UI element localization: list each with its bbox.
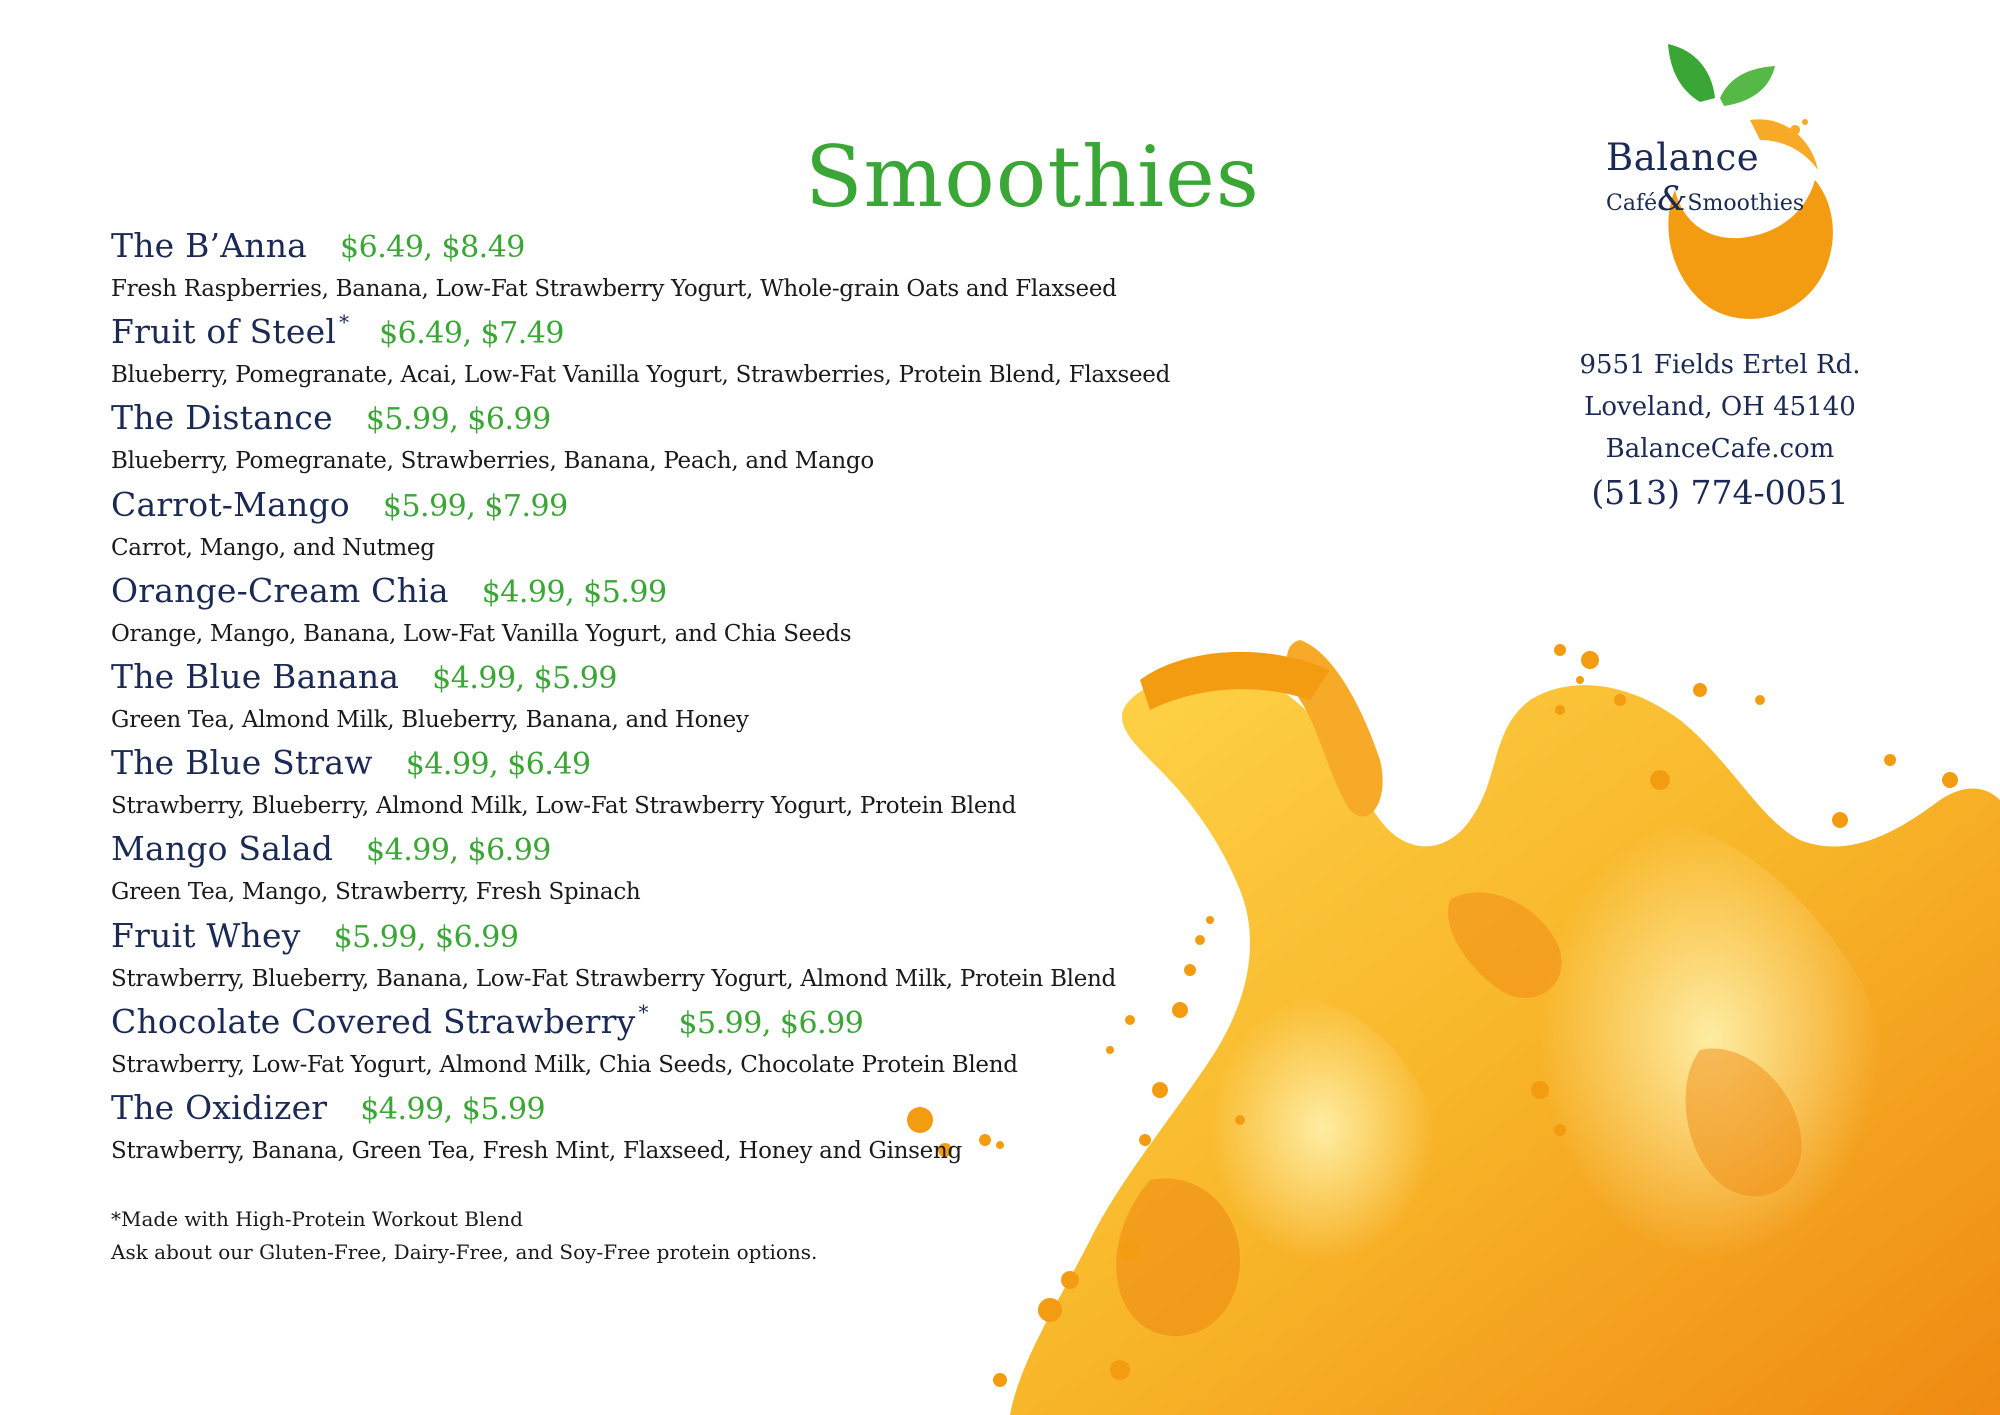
menu-item	[111, 657, 1311, 743]
menu-item-name: Carrot-Mango	[111, 484, 350, 524]
footnote-options: Ask about our Gluten-Free, Dairy-Free, and Soy-Free protein options.	[111, 1240, 818, 1264]
menu-item-price: $5.99, $6.99	[678, 1005, 864, 1041]
menu-item	[111, 485, 1311, 571]
menu-item-name: The Oxidizer	[111, 1087, 328, 1127]
phone-number[interactable]: (513) 774-0051	[1591, 473, 1849, 512]
footnote	[111, 1203, 817, 1269]
menu-item-name: The Blue Straw	[111, 743, 373, 783]
menu-item	[111, 226, 1311, 312]
menu-item-name: The Distance	[111, 398, 333, 438]
menu-item-price: $5.99, $6.99	[333, 919, 519, 955]
brand-wordmark	[1606, 136, 1804, 219]
menu-item-price: $4.99, $5.99	[360, 1091, 546, 1127]
address-city: Loveland, OH 45140	[1584, 392, 1856, 422]
address-street: 9551 Fields Ertel Rd.	[1579, 350, 1861, 380]
menu-item-name: Mango Salad	[111, 829, 334, 869]
menu-item	[111, 999, 1311, 1088]
menu-item-description: Strawberry, Low-Fat Yogurt, Almond Milk, Chia Seeds, Chocolate Protein Blend	[111, 1051, 1018, 1078]
menu-item-description: Green Tea, Mango, Strawberry, Fresh Spinach	[111, 879, 641, 906]
menu-item-description: Strawberry, Blueberry, Banana, Low-Fat Strawberry Yogurt, Almond Milk, Protein Blend	[111, 965, 1116, 992]
menu-item-name: The B’Anna	[111, 226, 308, 265]
page-title: Smoothies	[805, 128, 1260, 226]
menu-item-price: $4.99, $5.99	[432, 660, 617, 696]
menu-item-description: Green Tea, Almond Milk, Blueberry, Banana, and Honey	[111, 706, 749, 733]
menu-item	[111, 829, 1311, 915]
menu-item-description: Strawberry, Blueberry, Almond Milk, Low-Fat Strawberry Yogurt, Protein Blend	[111, 793, 1017, 820]
menu-item-description: Blueberry, Pomegranate, Acai, Low-Fat Vanilla Yogurt, Strawberries, Protein Blend, Flaxseed	[111, 362, 1171, 389]
menu-item-price: $4.99, $5.99	[481, 574, 667, 610]
footnote-protein-blend: *Made with High-Protein Workout Blend	[111, 1207, 523, 1231]
brand-name: Balance	[1606, 136, 1760, 179]
website-link[interactable]: BalanceCafe.com	[1605, 434, 1835, 464]
menu-item-description: Fresh Raspberries, Banana, Low-Fat Strawberry Yogurt, Whole-grain Oats and Flaxseed	[111, 276, 1117, 302]
menu-item-description: Blueberry, Pomegranate, Strawberries, Banana, Peach, and Mango	[111, 448, 874, 475]
menu-item	[111, 571, 1311, 657]
menu-item-asterisk: *	[339, 310, 350, 335]
menu-item-name: Orange-Cream Chia	[111, 570, 449, 610]
brand-cafe: Café	[1606, 191, 1658, 216]
menu-item	[111, 312, 1311, 398]
menu-item-price: $6.49, $8.49	[340, 230, 525, 265]
menu-item-price: $4.99, $6.99	[366, 833, 551, 869]
smoothie-menu-list	[111, 226, 1311, 1174]
menu-item-price: $5.99, $6.99	[365, 402, 551, 438]
menu-item-price: $5.99, $7.99	[382, 488, 568, 524]
menu-item-description: Carrot, Mango, and Nutmeg	[111, 534, 435, 561]
menu-item	[111, 398, 1311, 484]
menu-item-asterisk: *	[638, 999, 649, 1024]
brand-smoothies: Smoothies	[1687, 191, 1805, 216]
menu-item-description: Strawberry, Banana, Green Tea, Fresh Mint, Flaxseed, Honey and Ginseng	[111, 1137, 962, 1164]
menu-item-name: Fruit of Steel	[111, 312, 337, 352]
menu-item-name: Fruit Whey	[111, 915, 301, 955]
menu-item	[111, 1088, 1311, 1174]
menu-item	[111, 743, 1311, 829]
brand-ampersand: &	[1657, 179, 1688, 219]
menu-item-price: $6.49, $7.49	[379, 316, 564, 352]
menu-item-name: Chocolate Covered Strawberry	[111, 1001, 636, 1041]
contact-info	[1560, 344, 1880, 516]
menu-item-price: $4.99, $6.49	[405, 747, 591, 783]
menu-item-description: Orange, Mango, Banana, Low-Fat Vanilla Yogurt, and Chia Seeds	[111, 620, 852, 647]
menu-item-name: The Blue Banana	[111, 656, 400, 696]
menu-item	[111, 916, 1311, 1002]
